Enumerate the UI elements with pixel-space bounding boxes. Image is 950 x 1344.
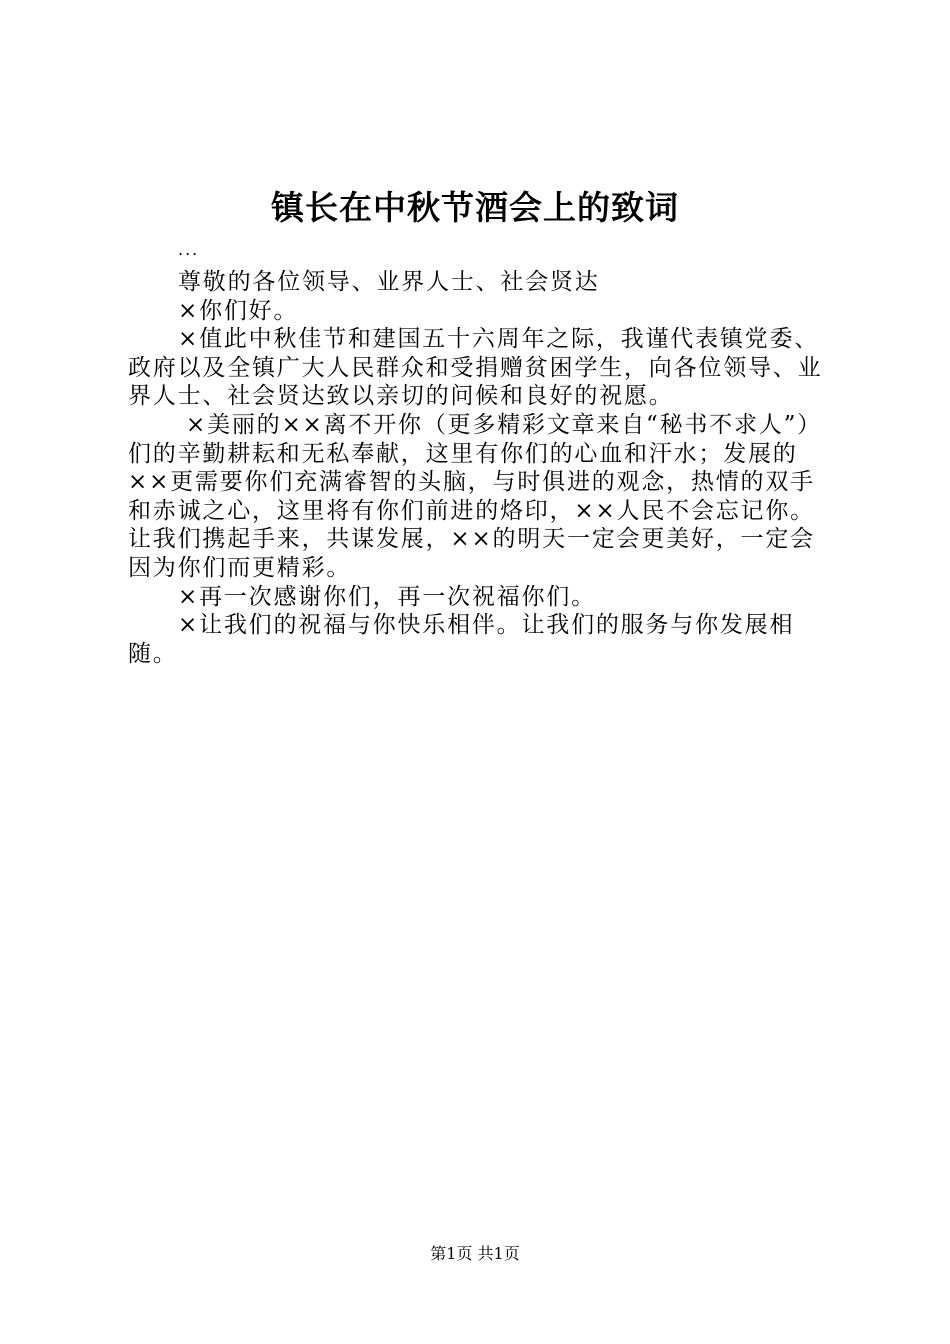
document-title: 镇长在中秋节酒会上的致词 bbox=[271, 188, 679, 227]
closing-paragraph: ×让我们的祝福与你快乐相伴。让我们的服务与你发展相随。 bbox=[128, 612, 795, 667]
body-paragraph: ×美丽的××离不开你（更多精彩文章来自“秘书不求人”）们的辛勤耕耘和无私奉献，这里有你们的心血和汗水；发展的××更需要你们充满睿智的头脑，与时俱进的观念，热情的双手和赤诚之心，这里将有你们前进的烙印，××人民不会忘记你。让我们携起手来，共谋发展，××的明天一定会更美好，一定会因为你们而更精彩。 bbox=[128, 411, 822, 581]
salutation-paragraph: 尊敬的各位领导、业界人士、社会贤达 bbox=[178, 269, 600, 295]
thanks-paragraph: ×再一次感谢你们，再一次祝福你们。 bbox=[178, 583, 596, 610]
page-number-footer: 第1页 共1页 bbox=[430, 1244, 520, 1263]
body-paragraph: ×值此中秋佳节和建国五十六周年之际，我谨代表镇党委、政府以及全镇广大人民群众和受捐赠贫困学生，向各位领导、业界人士、社会贤达致以亲切的问候和良好的祝愿。 bbox=[128, 326, 823, 410]
greeting-paragraph: ×你们好。 bbox=[178, 297, 299, 324]
document-body bbox=[128, 268, 838, 668]
ellipsis-marker: ... bbox=[178, 240, 200, 259]
